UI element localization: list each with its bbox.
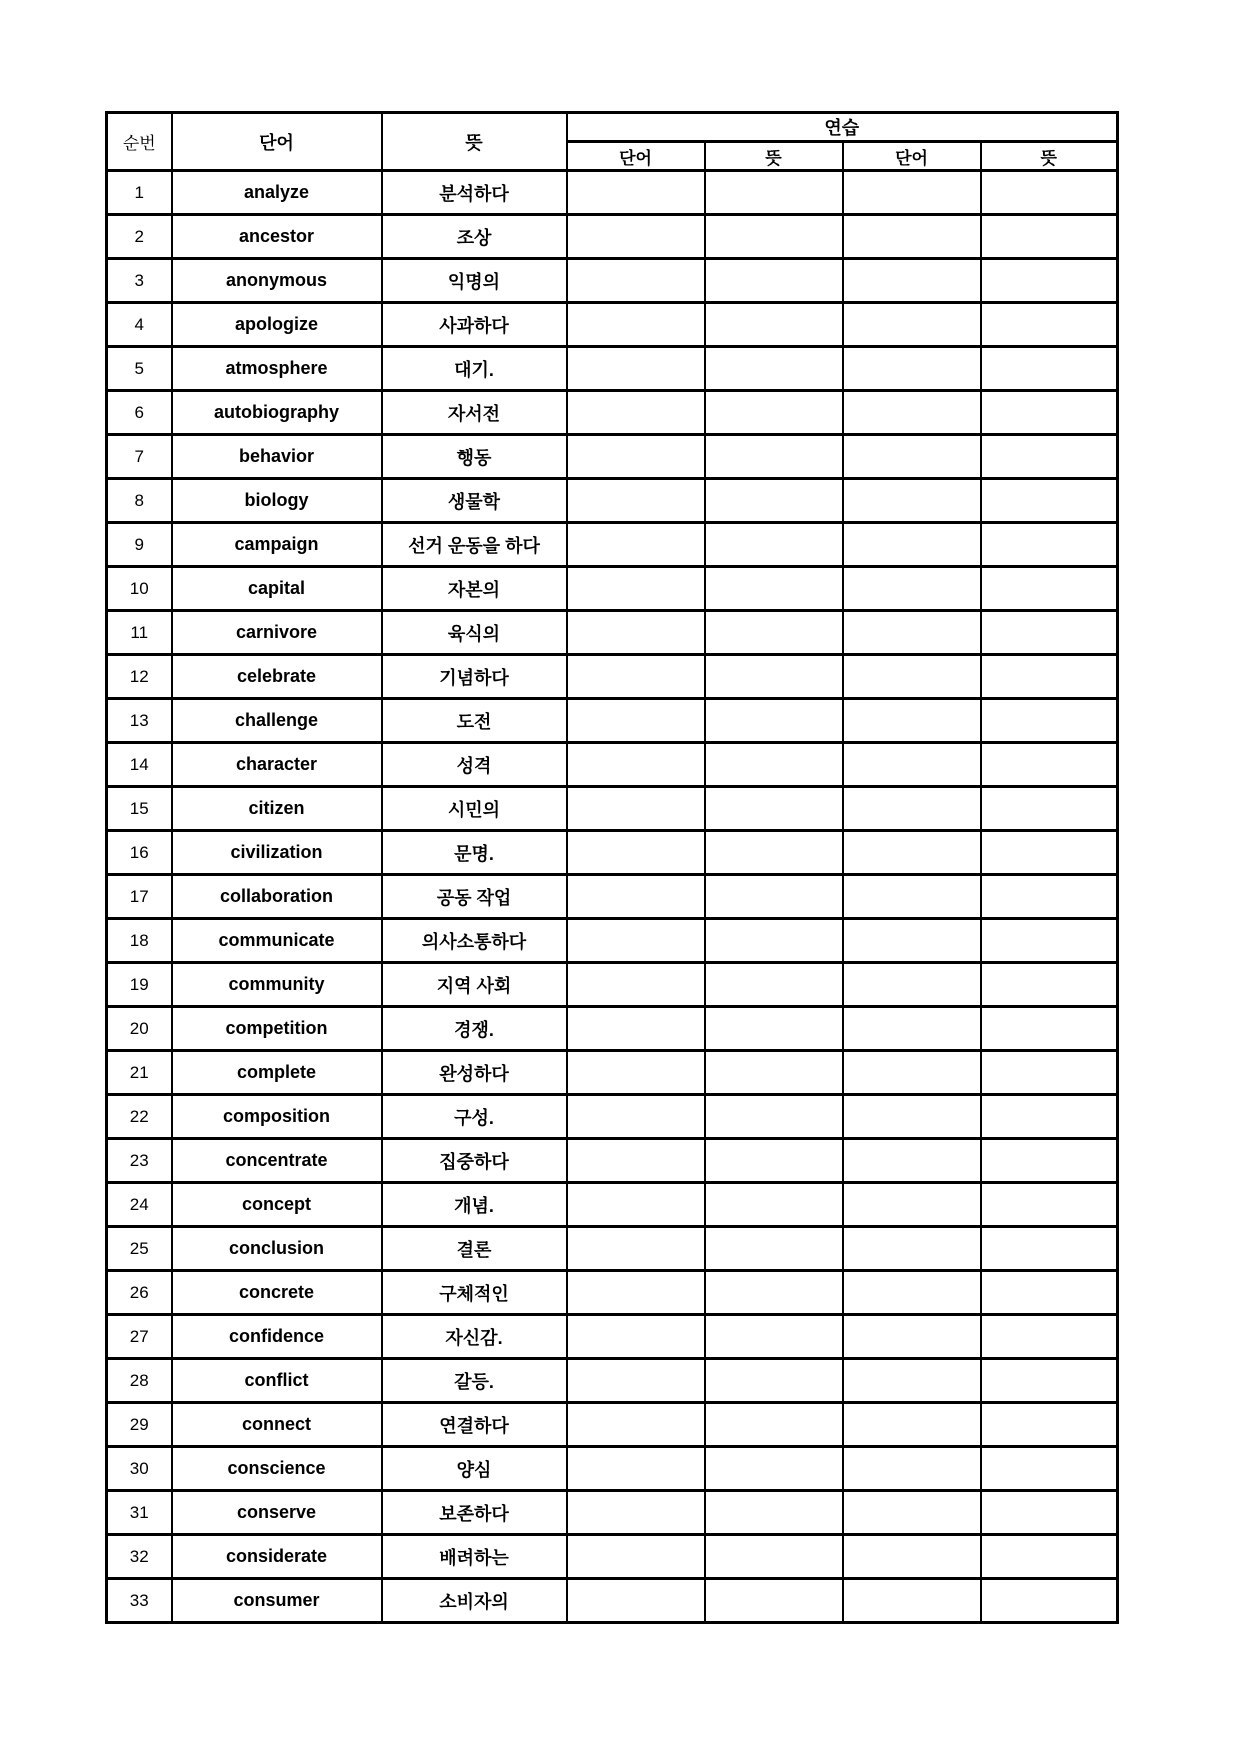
word-cell: concrete [172,1271,382,1315]
practice-word-cell-2 [843,875,981,919]
row-number: 27 [107,1315,172,1359]
practice-word-cell-1 [567,1359,705,1403]
practice-word-cell-1 [567,1139,705,1183]
practice-meaning-cell-1 [705,919,843,963]
word-cell: civilization [172,831,382,875]
practice-word-cell-2 [843,699,981,743]
table-row [107,215,1118,259]
table-row [107,259,1118,303]
row-number: 12 [107,655,172,699]
practice-meaning-cell-1 [705,611,843,655]
practice-word-cell-1 [567,347,705,391]
word-cell: concentrate [172,1139,382,1183]
practice-word-cell-1 [567,435,705,479]
table-row [107,875,1118,919]
practice-word-cell-1 [567,215,705,259]
row-number: 11 [107,611,172,655]
vocab-table-body [107,171,1118,1623]
meaning-cell: 양심 [382,1447,567,1491]
practice-word-cell-2 [843,1315,981,1359]
word-cell: complete [172,1051,382,1095]
row-number: 24 [107,1183,172,1227]
meaning-cell: 사과하다 [382,303,567,347]
practice-word-cell-1 [567,1271,705,1315]
practice-word-cell-2 [843,831,981,875]
practice-word-cell-2 [843,435,981,479]
word-cell: conserve [172,1491,382,1535]
practice-word-cell-1 [567,919,705,963]
row-number: 21 [107,1051,172,1095]
practice-meaning-cell-1 [705,1359,843,1403]
practice-meaning-cell-2 [981,347,1118,391]
practice-meaning-cell-1 [705,1315,843,1359]
meaning-cell: 분석하다 [382,171,567,215]
row-number: 14 [107,743,172,787]
word-cell: composition [172,1095,382,1139]
row-number: 1 [107,171,172,215]
practice-word-cell-2 [843,1051,981,1095]
row-number: 7 [107,435,172,479]
word-cell: conclusion [172,1227,382,1271]
row-number: 3 [107,259,172,303]
table-row [107,1359,1118,1403]
practice-meaning-cell-2 [981,1535,1118,1579]
table-row [107,391,1118,435]
word-cell: character [172,743,382,787]
table-row [107,1535,1118,1579]
practice-word-cell-1 [567,479,705,523]
row-number: 16 [107,831,172,875]
practice-meaning-cell-1 [705,215,843,259]
header-meaning: 뜻 [382,113,567,171]
practice-word-cell-1 [567,1227,705,1271]
row-number: 15 [107,787,172,831]
table-row [107,479,1118,523]
practice-word-cell-2 [843,259,981,303]
header-word: 단어 [172,113,382,171]
practice-word-cell-1 [567,1535,705,1579]
word-cell: concept [172,1183,382,1227]
table-row [107,1579,1118,1623]
row-number: 30 [107,1447,172,1491]
practice-word-cell-2 [843,479,981,523]
practice-meaning-cell-2 [981,1359,1118,1403]
header-practice-meaning-1: 뜻 [705,142,843,171]
practice-meaning-cell-2 [981,743,1118,787]
header-number: 순번 [107,113,172,171]
practice-word-cell-1 [567,875,705,919]
practice-word-cell-2 [843,303,981,347]
practice-meaning-cell-1 [705,1095,843,1139]
word-cell: biology [172,479,382,523]
meaning-cell: 시민의 [382,787,567,831]
practice-meaning-cell-2 [981,391,1118,435]
meaning-cell: 갈등. [382,1359,567,1403]
practice-meaning-cell-2 [981,567,1118,611]
practice-word-cell-1 [567,699,705,743]
table-row [107,1051,1118,1095]
practice-word-cell-2 [843,1359,981,1403]
row-number: 33 [107,1579,172,1623]
row-number: 10 [107,567,172,611]
table-row [107,963,1118,1007]
header-row-top [107,113,1118,142]
practice-word-cell-2 [843,1403,981,1447]
table-row [107,787,1118,831]
table-row [107,523,1118,567]
practice-meaning-cell-1 [705,347,843,391]
practice-word-cell-1 [567,1579,705,1623]
practice-meaning-cell-1 [705,1535,843,1579]
row-number: 6 [107,391,172,435]
table-row [107,1447,1118,1491]
practice-meaning-cell-1 [705,1007,843,1051]
practice-meaning-cell-2 [981,215,1118,259]
meaning-cell: 구성. [382,1095,567,1139]
practice-meaning-cell-2 [981,1579,1118,1623]
word-cell: competition [172,1007,382,1051]
practice-word-cell-2 [843,655,981,699]
practice-word-cell-1 [567,655,705,699]
practice-meaning-cell-2 [981,523,1118,567]
word-cell: challenge [172,699,382,743]
practice-meaning-cell-1 [705,787,843,831]
practice-meaning-cell-2 [981,611,1118,655]
practice-word-cell-2 [843,787,981,831]
practice-meaning-cell-2 [981,699,1118,743]
meaning-cell: 소비자의 [382,1579,567,1623]
word-cell: behavior [172,435,382,479]
practice-word-cell-2 [843,523,981,567]
meaning-cell: 연결하다 [382,1403,567,1447]
practice-meaning-cell-2 [981,963,1118,1007]
header-practice-word-2: 단어 [843,142,981,171]
practice-word-cell-2 [843,1007,981,1051]
meaning-cell: 집중하다 [382,1139,567,1183]
practice-meaning-cell-2 [981,1271,1118,1315]
practice-word-cell-2 [843,919,981,963]
practice-word-cell-1 [567,259,705,303]
practice-meaning-cell-2 [981,1491,1118,1535]
practice-meaning-cell-2 [981,1051,1118,1095]
row-number: 5 [107,347,172,391]
word-cell: conscience [172,1447,382,1491]
practice-word-cell-2 [843,1447,981,1491]
meaning-cell: 대기. [382,347,567,391]
practice-meaning-cell-2 [981,655,1118,699]
practice-meaning-cell-1 [705,743,843,787]
practice-meaning-cell-1 [705,1491,843,1535]
word-cell: ancestor [172,215,382,259]
practice-meaning-cell-1 [705,699,843,743]
table-row [107,435,1118,479]
practice-meaning-cell-1 [705,1183,843,1227]
row-number: 23 [107,1139,172,1183]
row-number: 26 [107,1271,172,1315]
word-cell: community [172,963,382,1007]
practice-word-cell-2 [843,171,981,215]
table-row [107,919,1118,963]
practice-word-cell-1 [567,611,705,655]
row-number: 17 [107,875,172,919]
practice-word-cell-1 [567,303,705,347]
table-row [107,1183,1118,1227]
practice-meaning-cell-1 [705,1227,843,1271]
row-number: 2 [107,215,172,259]
meaning-cell: 의사소통하다 [382,919,567,963]
practice-word-cell-2 [843,611,981,655]
practice-meaning-cell-1 [705,655,843,699]
row-number: 19 [107,963,172,1007]
table-row [107,1227,1118,1271]
meaning-cell: 조상 [382,215,567,259]
meaning-cell: 익명의 [382,259,567,303]
practice-word-cell-2 [843,1139,981,1183]
word-cell: campaign [172,523,382,567]
practice-meaning-cell-2 [981,1315,1118,1359]
word-cell: connect [172,1403,382,1447]
practice-word-cell-1 [567,831,705,875]
header-practice: 연습 [567,113,1118,142]
practice-word-cell-2 [843,1579,981,1623]
word-cell: collaboration [172,875,382,919]
practice-meaning-cell-2 [981,479,1118,523]
practice-word-cell-2 [843,347,981,391]
table-row [107,1095,1118,1139]
table-row [107,831,1118,875]
row-number: 22 [107,1095,172,1139]
practice-meaning-cell-2 [981,1403,1118,1447]
practice-word-cell-1 [567,963,705,1007]
practice-meaning-cell-1 [705,963,843,1007]
word-cell: citizen [172,787,382,831]
meaning-cell: 자본의 [382,567,567,611]
practice-meaning-cell-2 [981,1095,1118,1139]
practice-word-cell-2 [843,743,981,787]
practice-word-cell-1 [567,1007,705,1051]
practice-meaning-cell-1 [705,523,843,567]
word-cell: autobiography [172,391,382,435]
meaning-cell: 문명. [382,831,567,875]
table-row [107,347,1118,391]
table-row [107,1403,1118,1447]
practice-meaning-cell-1 [705,259,843,303]
meaning-cell: 구체적인 [382,1271,567,1315]
vocab-table [105,111,1119,1624]
word-cell: anonymous [172,259,382,303]
header-practice-word-1: 단어 [567,142,705,171]
practice-meaning-cell-2 [981,171,1118,215]
table-row [107,699,1118,743]
practice-meaning-cell-2 [981,303,1118,347]
practice-meaning-cell-2 [981,1183,1118,1227]
meaning-cell: 기념하다 [382,655,567,699]
word-cell: carnivore [172,611,382,655]
practice-word-cell-1 [567,1315,705,1359]
practice-meaning-cell-2 [981,435,1118,479]
practice-meaning-cell-1 [705,1139,843,1183]
practice-meaning-cell-1 [705,1403,843,1447]
meaning-cell: 지역 사회 [382,963,567,1007]
practice-word-cell-2 [843,1095,981,1139]
practice-word-cell-1 [567,523,705,567]
practice-word-cell-2 [843,1271,981,1315]
meaning-cell: 완성하다 [382,1051,567,1095]
meaning-cell: 배려하는 [382,1535,567,1579]
meaning-cell: 개념. [382,1183,567,1227]
meaning-cell: 육식의 [382,611,567,655]
practice-word-cell-1 [567,1051,705,1095]
practice-meaning-cell-1 [705,1051,843,1095]
meaning-cell: 자서전 [382,391,567,435]
practice-meaning-cell-1 [705,303,843,347]
meaning-cell: 도전 [382,699,567,743]
row-number: 9 [107,523,172,567]
row-number: 4 [107,303,172,347]
meaning-cell: 경쟁. [382,1007,567,1051]
practice-word-cell-1 [567,1447,705,1491]
practice-meaning-cell-2 [981,1139,1118,1183]
practice-meaning-cell-2 [981,1007,1118,1051]
meaning-cell: 보존하다 [382,1491,567,1535]
table-row [107,303,1118,347]
practice-word-cell-2 [843,1535,981,1579]
meaning-cell: 자신감. [382,1315,567,1359]
word-cell: confidence [172,1315,382,1359]
practice-word-cell-2 [843,1491,981,1535]
word-cell: considerate [172,1535,382,1579]
table-row [107,611,1118,655]
table-row [107,1491,1118,1535]
table-row [107,567,1118,611]
table-row [107,655,1118,699]
table-row [107,743,1118,787]
practice-meaning-cell-1 [705,1447,843,1491]
practice-word-cell-1 [567,1491,705,1535]
row-number: 31 [107,1491,172,1535]
row-number: 8 [107,479,172,523]
practice-meaning-cell-2 [981,259,1118,303]
word-cell: consumer [172,1579,382,1623]
practice-word-cell-1 [567,391,705,435]
practice-meaning-cell-1 [705,875,843,919]
practice-word-cell-1 [567,1095,705,1139]
row-number: 25 [107,1227,172,1271]
row-number: 20 [107,1007,172,1051]
meaning-cell: 생물학 [382,479,567,523]
practice-word-cell-2 [843,391,981,435]
practice-word-cell-2 [843,215,981,259]
row-number: 18 [107,919,172,963]
practice-word-cell-2 [843,1227,981,1271]
meaning-cell: 성격 [382,743,567,787]
practice-meaning-cell-1 [705,567,843,611]
table-row [107,1007,1118,1051]
practice-meaning-cell-1 [705,479,843,523]
table-row [107,1139,1118,1183]
practice-word-cell-2 [843,567,981,611]
row-number: 28 [107,1359,172,1403]
practice-meaning-cell-2 [981,919,1118,963]
practice-meaning-cell-1 [705,391,843,435]
practice-meaning-cell-2 [981,787,1118,831]
meaning-cell: 선거 운동을 하다 [382,523,567,567]
row-number: 32 [107,1535,172,1579]
practice-word-cell-2 [843,963,981,1007]
word-cell: communicate [172,919,382,963]
practice-word-cell-1 [567,567,705,611]
practice-word-cell-1 [567,171,705,215]
practice-meaning-cell-1 [705,831,843,875]
table-row [107,171,1118,215]
meaning-cell: 공동 작업 [382,875,567,919]
word-cell: apologize [172,303,382,347]
practice-meaning-cell-2 [981,875,1118,919]
practice-word-cell-1 [567,1183,705,1227]
practice-meaning-cell-1 [705,171,843,215]
meaning-cell: 행동 [382,435,567,479]
practice-word-cell-1 [567,1403,705,1447]
word-cell: analyze [172,171,382,215]
practice-word-cell-1 [567,743,705,787]
header-practice-meaning-2: 뜻 [981,142,1118,171]
practice-meaning-cell-1 [705,435,843,479]
practice-word-cell-1 [567,787,705,831]
word-cell: capital [172,567,382,611]
table-row [107,1315,1118,1359]
word-cell: conflict [172,1359,382,1403]
practice-word-cell-2 [843,1183,981,1227]
practice-meaning-cell-2 [981,831,1118,875]
word-cell: celebrate [172,655,382,699]
table-row [107,1271,1118,1315]
practice-meaning-cell-2 [981,1227,1118,1271]
row-number: 29 [107,1403,172,1447]
practice-meaning-cell-1 [705,1579,843,1623]
practice-meaning-cell-1 [705,1271,843,1315]
row-number: 13 [107,699,172,743]
meaning-cell: 결론 [382,1227,567,1271]
practice-meaning-cell-2 [981,1447,1118,1491]
word-cell: atmosphere [172,347,382,391]
